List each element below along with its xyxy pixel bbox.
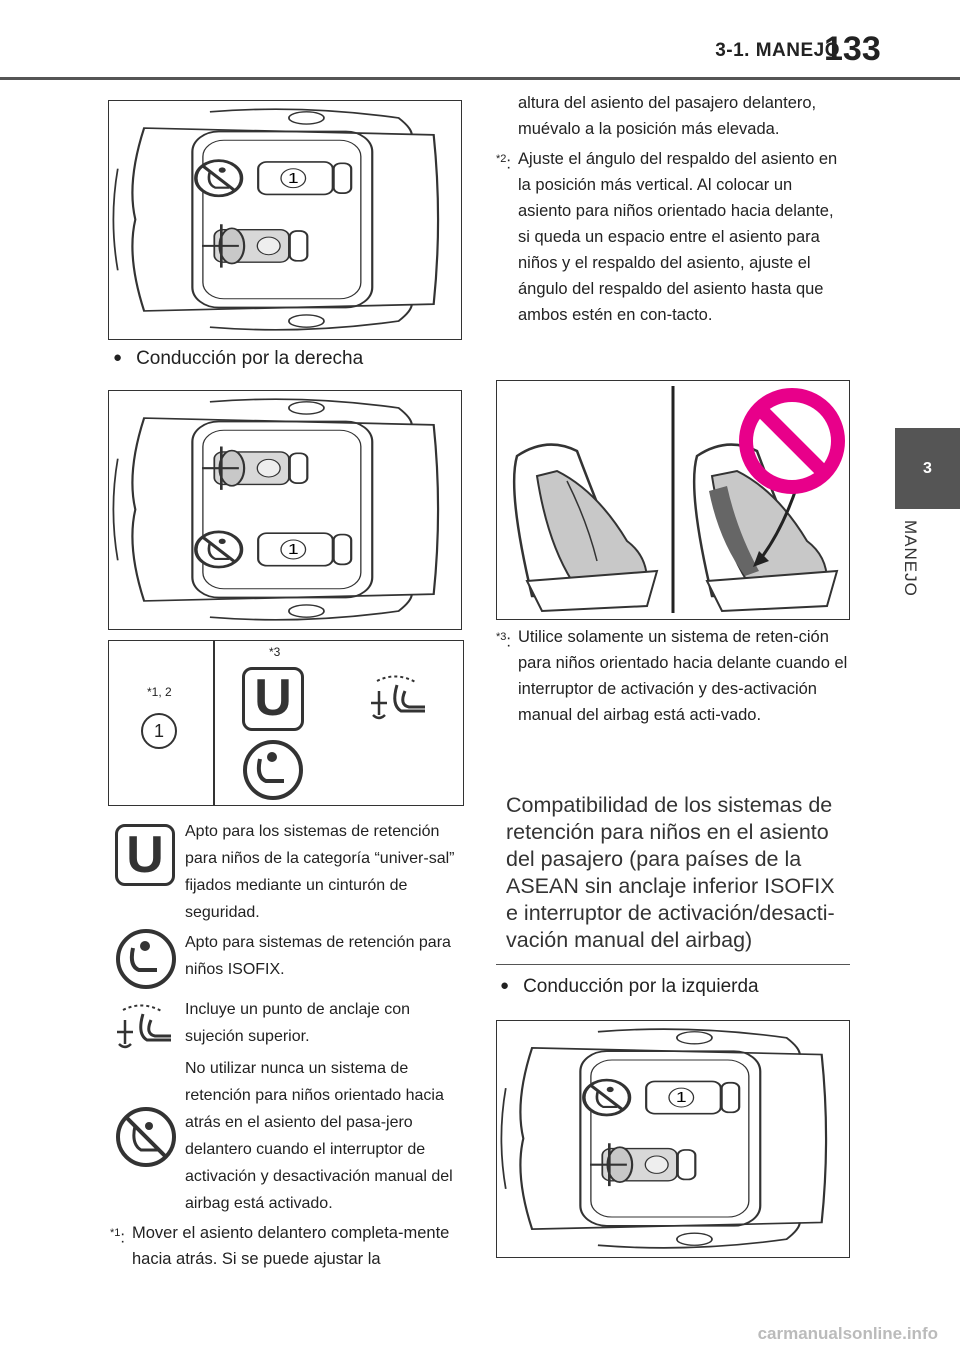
legend-universal-text: Apto para los sistemas de retención para niños de la categoría “univer-sal” fijados mediante un cinturón de seguridad.	[185, 823, 455, 921]
header-rule	[0, 77, 960, 80]
universal-u-icon: U	[242, 667, 304, 731]
isofix-icon	[115, 928, 177, 990]
chapter-tab[interactable]: 3	[895, 428, 960, 509]
chapter-label: MANEJO	[901, 520, 920, 597]
top-tether-icon	[367, 671, 431, 721]
legend-isofix-text: Apto para sistemas de retención para niños ISOFIX.	[185, 934, 451, 978]
car-diagram-lhd-top	[108, 100, 462, 340]
no-rear-facing-icon	[115, 1106, 177, 1168]
isofix-icon	[242, 739, 304, 801]
watermark: carmanualsonline.info	[757, 1324, 938, 1343]
seat-number-label: 1	[287, 169, 299, 187]
caption-rhd: ● Conducción por la derecha	[113, 348, 363, 370]
seat-angle-diagram	[496, 380, 850, 620]
col1-note: *1, 2	[147, 685, 172, 699]
compatibility-table	[108, 640, 464, 806]
legend-no-rear-facing-text: No utilizar nunca un sistema de retención para niños orientado hacia atrás en el asiento del pasa-jero delantero cuando el interruptor de activación y desactivación manual del airbag está activado.	[185, 1060, 453, 1212]
caption-lhd: ● Conducción por la izquierda	[500, 976, 759, 998]
legend-tether-text: Incluye un punto de anclaje con sujeción superior.	[185, 1001, 411, 1045]
footnote-3: $^{*3}$: Utilice solamente un sistema de reten-ción para niños orientado hacia delante cuando el interruptor de activación y des-activación manual del airbag está acti-vado.	[496, 628, 848, 724]
seat-position-symbol: 1	[141, 713, 177, 749]
universal-u-icon: U	[115, 824, 175, 886]
section-title: 3-1. MANEJO	[715, 40, 840, 61]
col2-note: *3	[269, 645, 281, 659]
page-number: 133	[824, 30, 881, 68]
car-diagram-lhd-bottom	[496, 1020, 850, 1258]
footnote-1: $^{*1}$: Mover el asiento delantero completa-mente hacia atrás. Si se puede ajustar la	[110, 1224, 450, 1268]
section-heading: Compatibilidad de los sistemas de retención para niños en el asiento del pasajero (para países de la ASEAN sin anclaje inferior ISOFIX e interruptor de activación/desacti-vación manual del airbag)	[496, 782, 850, 965]
top-tether-icon	[113, 1000, 177, 1052]
seat-number-label: 1	[287, 540, 299, 558]
continued-text: altura del asiento del pasajero delantero, muévalo a la posición más elevada.	[518, 94, 817, 138]
seat-number-label: 1	[675, 1088, 687, 1106]
car-diagram-rhd	[108, 390, 462, 630]
footnote-2: $^{*2}$: Ajuste el ángulo del respaldo del asiento en la posición más vertical. Al colocar un asiento para niños orientado hacia delante, si queda un espacio entre el asiento para niños y el respaldo del asiento, ajuste el ángulo del respaldo del asiento hasta que ambos estén en con-tacto.	[496, 150, 838, 324]
